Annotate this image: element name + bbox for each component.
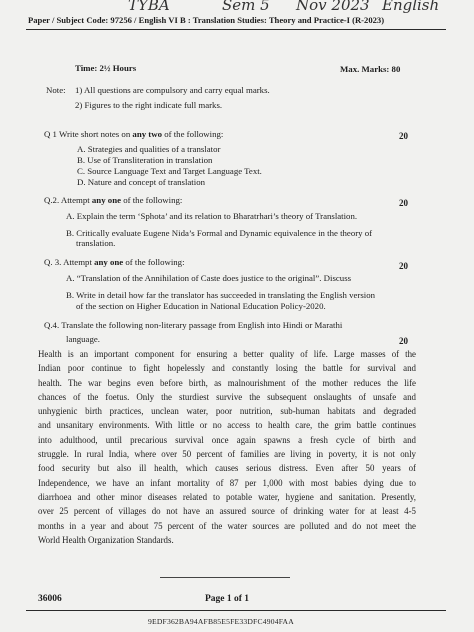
passage-line: health. The war begins even before birth, as malnourishment of the mother reduces the life — [38, 377, 416, 388]
passage-line: Health is an important component for ensuring a better quality of life. Large masses of the — [38, 349, 416, 359]
q1-heading: Q 1 Write short notes on any two of the following: — [44, 129, 224, 139]
q3-option-continued: of the section on Higher Education in National Education Policy-2020. — [76, 301, 326, 311]
passage-line: over 25 percent of villages do not have an assured source of drinking water for at least 4-5 — [38, 506, 416, 517]
footer-rule — [26, 610, 446, 611]
passage-line: chances of the foetus. Only the sturdiest survive the subsequent onslaughts of unsafe and — [38, 391, 416, 402]
footer-paper-code: 36006 — [38, 594, 62, 604]
passage-line: into adulthood, until precarious survival once again spawns a fresh cycle of birth and — [38, 434, 416, 445]
translation-passage — [38, 347, 416, 547]
q1-option: C. Source Language Text and Target Language Text. — [77, 166, 262, 176]
q3-heading: Q. 3. Attempt any one of the following: — [44, 257, 185, 267]
q2-marks: 20 — [399, 198, 408, 208]
passage-line: struggle. In rural India, where over 50 percent of families are living in poverty, it is not only — [38, 449, 416, 460]
footer-page-number: Page 1 of 1 — [205, 594, 250, 604]
paper-header-title: Paper / Subject Code: 97256 / English VI B : Translation Studies: Theory and Practice-I (R-2023) — [28, 15, 385, 25]
handwritten-sem: Sem 5 — [222, 0, 270, 14]
passage-line: World Health Organization Standards. — [38, 534, 174, 545]
footer-hash-code: 9EDF362BA94AFB85E5FE33DFC4904FAA — [148, 617, 294, 626]
passage-line: unhygienic birth practices, unclean water, poor nutrition, sub-human habitats and degraded — [38, 406, 416, 417]
q2-option: B. Critically evaluate Eugene Nida’s Formal and Dynamic equivalence in the theory of — [66, 228, 373, 238]
time-label: Time: 2½ Hours — [75, 63, 137, 73]
passage-line: diarrhoea and other minor diseases related to potable water, hygiene and sanitation. Presently, — [38, 491, 416, 502]
passage-line: food security but also ill health, which causes serious distress. Even after 50 years of — [38, 463, 416, 474]
q3-option: A. “Translation of the Annihilation of Caste does justice to the original”. Discuss — [66, 273, 352, 283]
passage-line: Indian poor continue to fight hopelessly and constantly losing the battle for survival and — [38, 363, 416, 374]
note-item: 1) All questions are compulsory and carry equal marks. — [75, 85, 270, 95]
header-divider — [26, 29, 446, 30]
q4-heading: Q.4. Translate the following non-literary passage from English into Hindi or Marathi — [44, 320, 343, 330]
handwritten-date: Nov 2023 — [296, 0, 370, 14]
footer-divider — [160, 577, 290, 578]
passage-line: months in a year and about 75 percent of the water sources are polluted and do not meet the — [38, 520, 416, 531]
handwritten-subject: English — [382, 0, 440, 14]
handwritten-course: TYBA — [128, 0, 170, 14]
passage-line: and unsanitary environments. With little or no access to health care, the grim battle continues — [38, 420, 416, 431]
q3-marks: 20 — [399, 261, 408, 271]
q2-option: A. Explain the term ‘Sphota’ and its relation to Bharatrhari’s theory of Translation. — [66, 211, 358, 221]
q1-marks: 20 — [399, 131, 408, 141]
q4-heading-continued: language. — [66, 334, 100, 344]
q4-marks: 20 — [399, 336, 408, 346]
q1-option: B. Use of Transliteration in translation — [77, 155, 213, 165]
q1-option: A. Strategies and qualities of a translator — [77, 144, 221, 154]
q2-heading: Q.2. Attempt any one of the following: — [44, 195, 183, 205]
max-marks-label: Max. Marks: 80 — [340, 64, 401, 74]
note-item: 2) Figures to the right indicate full marks. — [75, 100, 223, 110]
passage-line: Independence, we have an infant mortality of 87 per 1,000 with most babies dying due to — [38, 477, 416, 488]
note-label: Note: — [46, 85, 66, 95]
q1-option: D. Nature and concept of translation — [77, 177, 205, 187]
q3-option: B. Write in detail how far the translator has succeeded in translating the English version — [66, 290, 375, 300]
q2-option-continued: translation. — [76, 238, 116, 248]
